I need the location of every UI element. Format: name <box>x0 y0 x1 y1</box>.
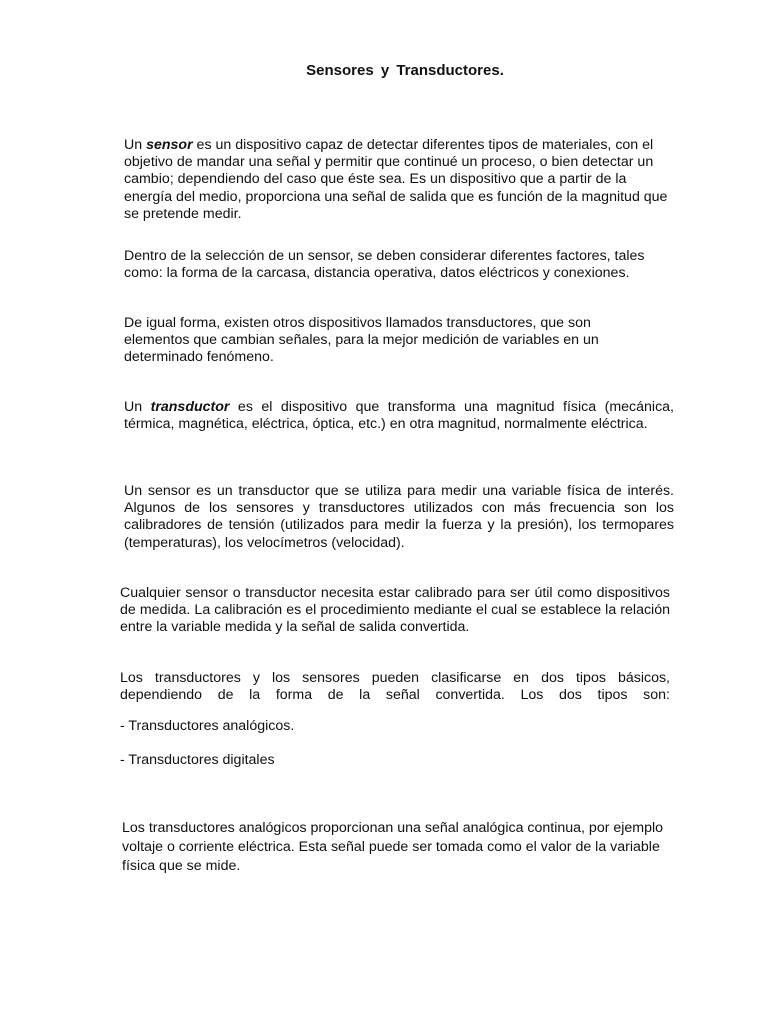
paragraph-calibration: Cualquier sensor o transductor necesita estar calibrado para ser útil como dispositivos de medida. La calibración es el procedimiento mediante el cual se establece la relación entre la variable medida y la señal de salida convertida. <box>120 585 670 636</box>
paragraph-transducers-intro: De igual forma, existen otros dispositivos llamados transductores, que son elementos que cambian señales, para la mejor medición de variables en un determinado fenómeno. <box>124 315 599 366</box>
term-transducer: transductor <box>150 399 230 415</box>
paragraph-text: es el dispositivo que transforma una magnitud física (mecánica, térmica, magnética, eléctrica, óptica, etc.) en otra magnitud, normalmente eléctrica. <box>124 399 675 433</box>
paragraph-sensor-as-transducer: Un sensor es un transductor que se utiliza para medir una variable física de interés. Algunos de los sensores y transductores utilizados con más frecuencia son los calibradores de tensión (utilizados para medir la fuerza y la presión), los termopares (temperaturas), los velocímetros (velocidad). <box>124 483 674 551</box>
paragraph-sensor-selection: Dentro de la selección de un sensor, se deben considerar diferentes factores, tales como: la forma de la carcasa, distancia operativa, datos eléctricos y conexiones. <box>124 248 645 282</box>
paragraph-analog-transducers: Los transductores analógicos proporcionan una señal analógica continua, por ejemplo voltaje o corriente eléctrica. Esta señal puede ser tomada como el valor de la variable física que se mide. <box>122 820 664 874</box>
term-sensor: sensor <box>146 137 193 153</box>
paragraph-text: es un dispositivo capaz de detectar diferentes tipos de materiales, con el objetivo de mandar una señal y permitir que continué un proceso, o bien detectar un cambio; dependiendo del caso que éste sea. Es un dispositivo que a partir de la energía del medio, proporciona una señal de salida que es función de la magnitud que se pretende medir. <box>124 137 668 222</box>
paragraph-prefix: Un <box>124 399 151 415</box>
paragraph-classification: Los transductores y los sensores pueden clasificarse en dos tipos básicos, dependiendo de la forma de la señal convertida. Los dos tipos son: <box>120 670 670 704</box>
list-item-digital: - Transductores digitales <box>120 752 275 768</box>
paragraph-transducer-definition <box>124 399 674 433</box>
paragraph-sensor-definition <box>124 137 674 223</box>
list-item-analog: - Transductores analógicos. <box>120 718 295 734</box>
page-title: Sensores y Transductores. <box>306 62 504 79</box>
paragraph-prefix: Un <box>124 137 147 153</box>
